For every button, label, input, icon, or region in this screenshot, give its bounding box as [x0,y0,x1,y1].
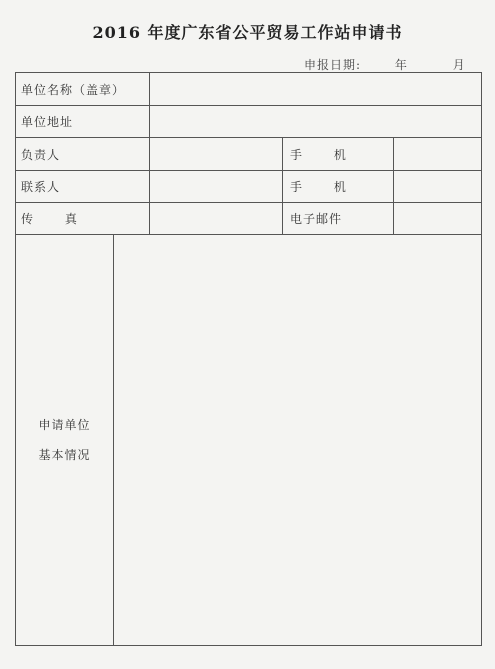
unit-address-label: 单位地址 [21,115,74,129]
mobile-field-1[interactable] [393,138,481,170]
unit-address-row [16,106,481,138]
date-year-label: 年 [394,58,407,72]
unit-name-label: 单位名称（盖章） [21,82,126,97]
unit-name-row [16,73,481,106]
mobile-field-2[interactable] [393,171,481,202]
mobile-label-2: 手 机 [282,171,393,202]
contact-person-row [16,171,481,203]
email-label: 电子邮件 [282,203,393,234]
person-in-charge-field[interactable] [149,138,282,170]
fax-email-row [16,203,481,235]
basic-info-row [16,235,481,645]
mobile-label-1: 手 机 [282,138,393,170]
basic-info-label-line2: 基本情况 [38,448,91,462]
page-title: 2016 年度广东省公平贸易工作站申请书 [92,23,403,42]
unit-address-field[interactable] [149,106,481,137]
application-form-table [15,72,482,646]
date-month-label: 月 [452,58,465,72]
unit-name-field[interactable] [149,73,481,105]
fax-label: 传 真 [21,212,91,226]
contact-person-label: 联系人 [21,180,61,194]
fax-field[interactable] [149,203,282,234]
basic-info-field[interactable] [114,235,481,645]
application-date-line [304,56,465,73]
basic-info-label-line1: 申请单位 [38,418,91,432]
contact-person-field[interactable] [149,171,282,202]
basic-info-label [16,235,114,645]
date-label: 申报日期: [304,58,362,72]
person-in-charge-row [16,138,481,171]
person-in-charge-label: 负责人 [21,147,61,162]
email-field[interactable] [393,203,481,234]
